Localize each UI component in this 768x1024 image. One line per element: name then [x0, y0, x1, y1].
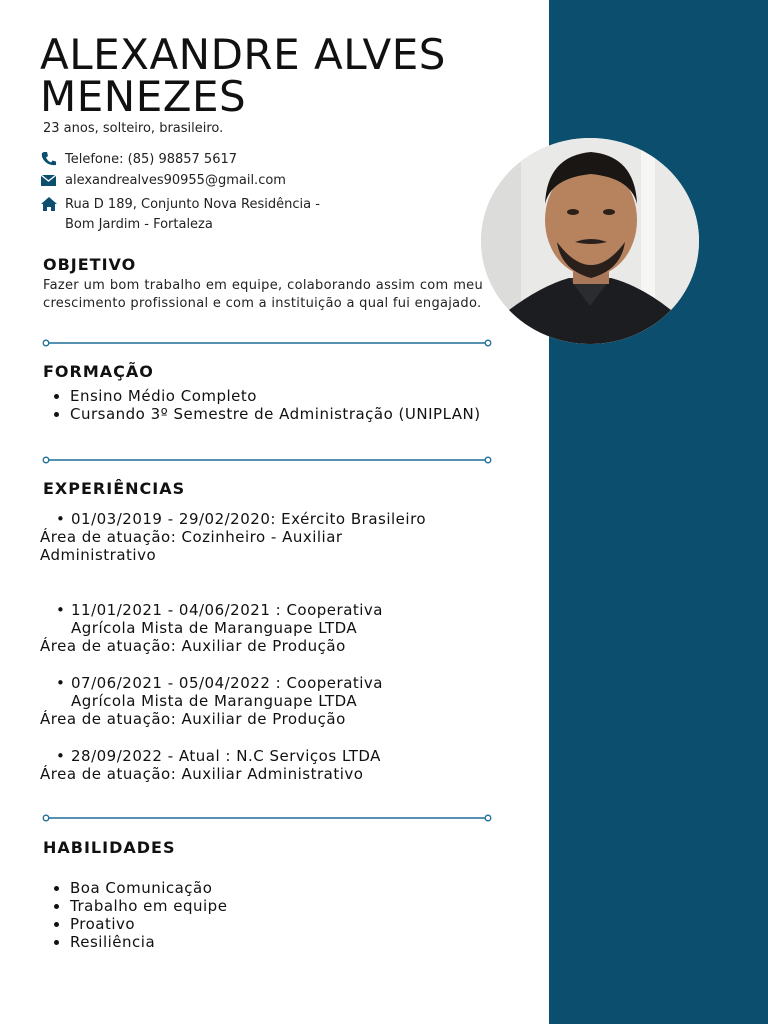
list-item: • Ensino Médio Completo [70, 387, 490, 405]
objetivo-text: Fazer um bom trabalho em equipe, colaborando assim com meu crescimento profissional e com a instituição a qual fui engajado. [43, 278, 483, 311]
formacao-list [56, 387, 490, 423]
list-item: • Trabalho em equipe [70, 897, 227, 915]
email-text: alexandrealves90955@gmail.com [65, 173, 286, 188]
list-item: • Cursando 3º Semestre de Administração (UNIPLAN) [70, 405, 490, 423]
experience-area: Área de atuação: Auxiliar de Produção [40, 710, 346, 728]
email-icon [40, 172, 58, 188]
list-item: • Proativo [70, 915, 227, 933]
divider [42, 339, 492, 347]
formacao-title: FORMAÇÃO [43, 362, 154, 381]
experience-area: Área de atuação: Auxiliar Administrativo [40, 765, 364, 783]
contact-address [40, 195, 320, 235]
contact-phone [40, 150, 237, 170]
experience-item: • 11/01/2021 - 04/06/2021 : Cooperativa Agrícola Mista de Maranguape LTDA Área de atuação: Auxiliar de Produção [40, 601, 520, 655]
experience-area: Área de atuação: Auxiliar de Produção [40, 637, 346, 655]
divider [42, 814, 492, 822]
habilidades-list [56, 879, 227, 951]
phone-text: Telefone: (85) 98857 5617 [65, 152, 238, 167]
experience-period: 28/09/2022 - Atual : N.C Serviços LTDA [71, 747, 381, 765]
profile-photo [481, 138, 699, 344]
address-line-2: Bom Jardim - Fortaleza [65, 217, 213, 232]
experience-period: 07/06/2021 - 05/04/2022 : Cooperativa Agrícola Mista de Maranguape LTDA [71, 674, 384, 710]
list-item: • Resiliência [70, 933, 227, 951]
contact-email [40, 171, 286, 191]
list-item: • Boa Comunicação [70, 879, 227, 897]
phone-icon [40, 151, 58, 167]
bio-line: 23 anos, solteiro, brasileiro. [43, 121, 224, 136]
objetivo-title: OBJETIVO [43, 255, 137, 274]
home-icon [40, 196, 58, 212]
habilidades-title: HABILIDADES [43, 838, 176, 857]
experience-period: 01/03/2019 - 29/02/2020: Exército Brasileiro [71, 510, 427, 528]
address-text [65, 195, 320, 235]
experience-item: • 07/06/2021 - 05/04/2022 : Cooperativa Agrícola Mista de Maranguape LTDA Área de atuação: Auxiliar de Produção [40, 674, 520, 728]
experience-item: • 01/03/2019 - 29/02/2020: Exército Brasileiro Área de atuação: Cozinheiro - Auxiliar Administrativo [40, 510, 520, 564]
name-line-2: MENEZES [40, 72, 247, 121]
candidate-name [40, 30, 446, 121]
experience-period: 11/01/2021 - 04/06/2021 : Cooperativa Agrícola Mista de Maranguape LTDA [71, 601, 384, 637]
experience-item: • 28/09/2022 - Atual : N.C Serviços LTDA Área de atuação: Auxiliar Administrativo [40, 747, 520, 783]
experience-area: Área de atuação: Cozinheiro - Auxiliar Administrativo [40, 528, 343, 564]
name-line-1: ALEXANDRE ALVES [40, 30, 446, 79]
address-line-1: Rua D 189, Conjunto Nova Residência - [65, 197, 320, 212]
experiencias-title: EXPERIÊNCIAS [43, 479, 186, 498]
divider [42, 456, 492, 464]
